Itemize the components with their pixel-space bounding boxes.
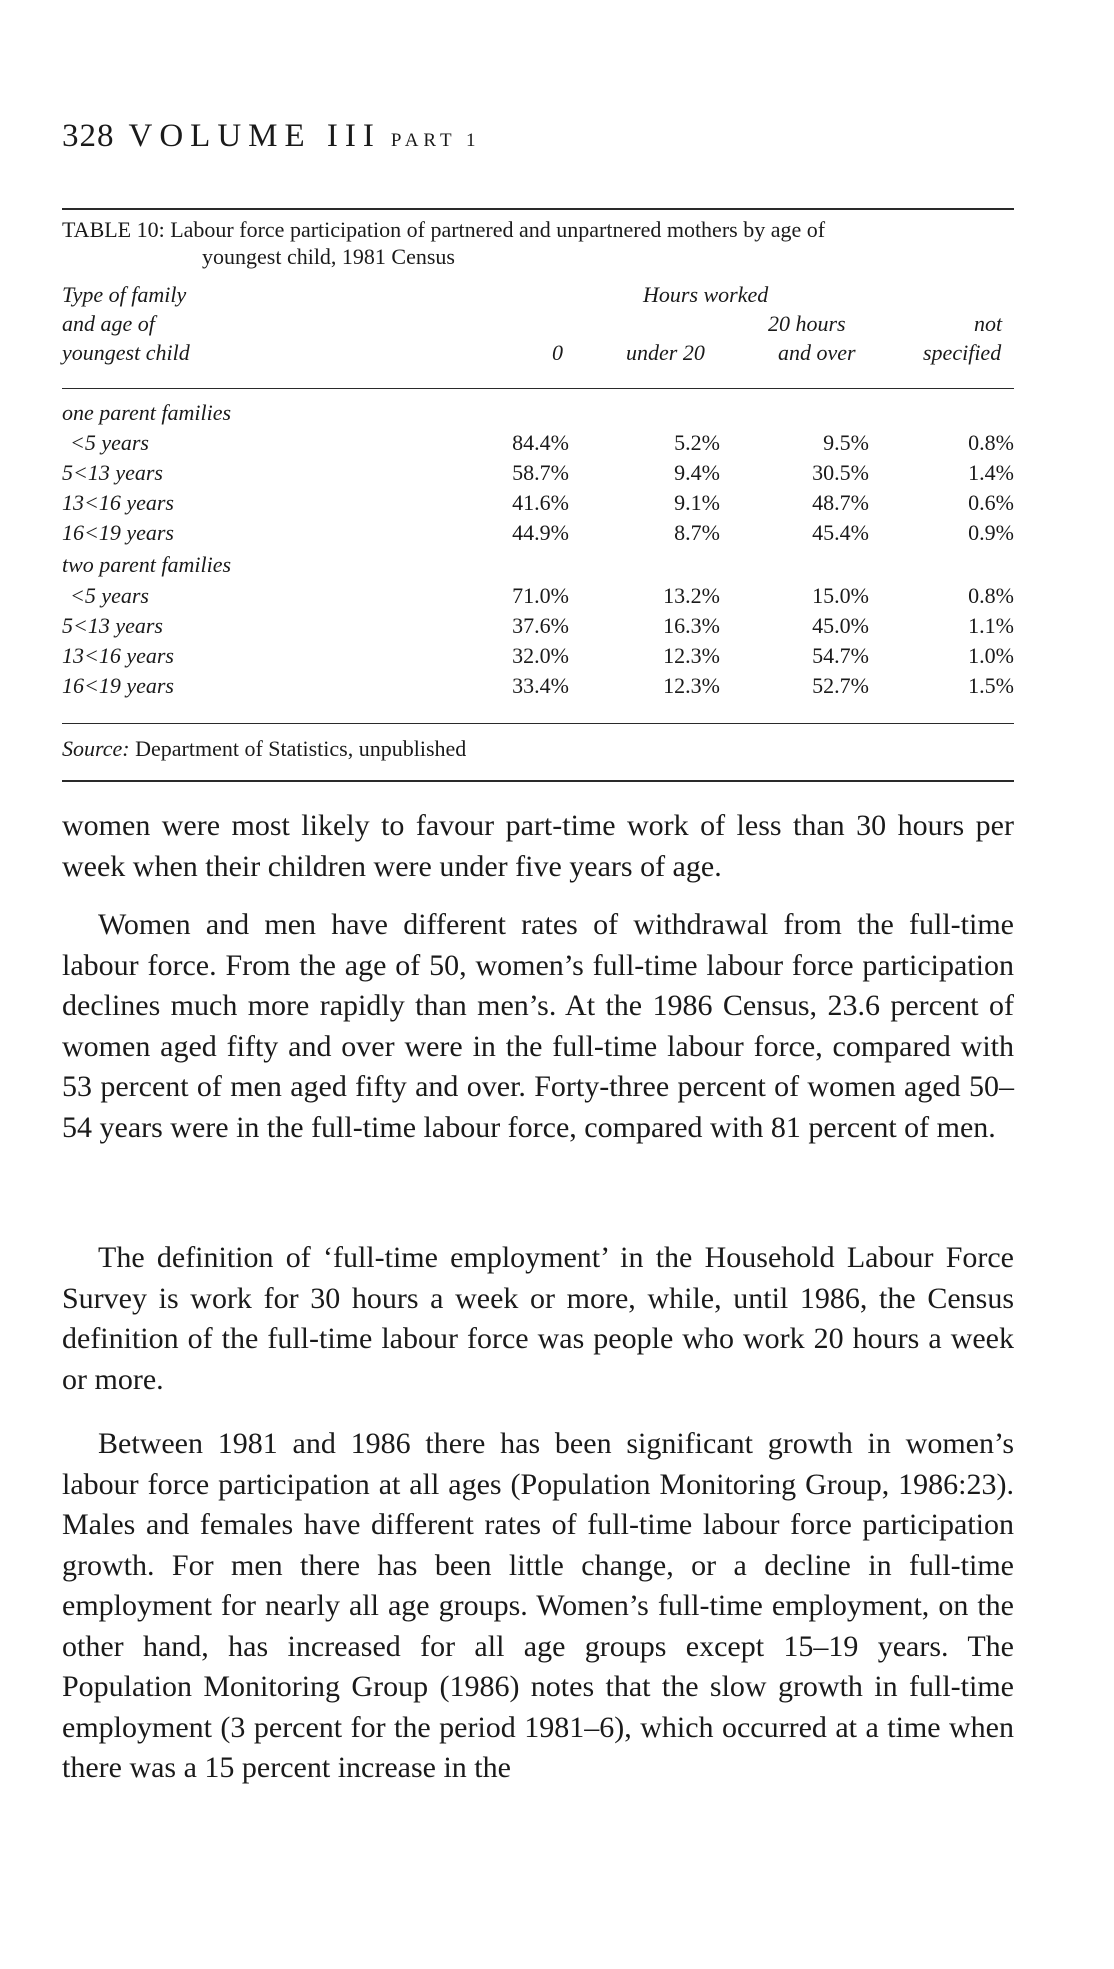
cell-20-and-over: 45.4% <box>812 520 869 545</box>
cell-20-and-over: 45.0% <box>812 613 869 638</box>
paragraph-1: women were most likely to favour part-time work of less than 30 hours per week when their children were under five years of age. <box>62 809 1014 883</box>
stub-header-line: youngest child <box>62 340 190 365</box>
stub-header-line: Type of family <box>62 282 187 307</box>
paragraph-3: The definition of ‘full-time employment’ in the Household Labour Force Survey is work for 30 hours a week or more, while, until 1986, the Census definition of the full-time labour force was people who work 20 hours a week or more. <box>62 1241 1014 1396</box>
cell-0-hours: 44.9% <box>512 520 569 545</box>
stub-header <box>62 280 190 367</box>
row-label: 5<13 years <box>62 613 163 638</box>
running-head <box>62 118 480 155</box>
row-label: 16<19 years <box>62 673 174 698</box>
cell-20-and-over: 15.0% <box>812 583 869 608</box>
page-number: 328 <box>62 118 115 154</box>
col-head-0: 0 <box>552 340 563 365</box>
group-label-two-parent: two parent families <box>62 552 232 577</box>
cell-20-and-over: 54.7% <box>812 643 869 668</box>
col-head-20-hours-line2: and over <box>778 340 856 365</box>
table-header-rule <box>62 388 1014 389</box>
cell-20-and-over: 52.7% <box>812 673 869 698</box>
part-label: PART 1 <box>390 130 481 151</box>
table-caption <box>62 216 1022 270</box>
row-label: <5 years <box>70 583 149 608</box>
cell-not-specified: 1.5% <box>968 673 1014 698</box>
row-label: 5<13 years <box>62 460 163 485</box>
cell-under-20: 12.3% <box>663 673 720 698</box>
hours-worked-spanner: Hours worked <box>643 282 769 307</box>
table-top-rule <box>62 208 1014 210</box>
table-end-rule <box>62 780 1014 782</box>
cell-0-hours: 32.0% <box>512 643 569 668</box>
stub-header-line: and age of <box>62 311 155 336</box>
cell-under-20: 9.4% <box>674 460 720 485</box>
group-label-one-parent: one parent families <box>62 400 232 425</box>
table-source <box>62 736 466 762</box>
cell-under-20: 5.2% <box>674 430 720 455</box>
col-head-not-specified-line1: not <box>974 311 1003 336</box>
cell-not-specified: 0.6% <box>968 490 1014 515</box>
cell-20-and-over: 48.7% <box>812 490 869 515</box>
cell-20-and-over: 30.5% <box>812 460 869 485</box>
cell-not-specified: 1.1% <box>968 613 1014 638</box>
cell-0-hours: 33.4% <box>512 673 569 698</box>
col-head-20-hours-line1: 20 hours <box>768 311 846 336</box>
paragraph-4: Between 1981 and 1986 there has been significant growth in women’s labour force participation at all ages (Population Monitoring Group, 1986:23). Males and females have different rates of full-time labour force participation growth. For men there has been little change, or a decline in full-time employment for nearly all age groups. Women’s full-time employment, on the other hand, has increased for all age groups except 15–19 years. The Population Monitoring Group (1986) notes that the slow growth in full-time employment (3 percent for the period 1981–6), which occurred at a time when there was a 15 percent increase in the <box>62 1427 1014 1784</box>
row-label: 16<19 years <box>62 520 174 545</box>
source-text: Department of Statistics, unpublished <box>135 736 467 761</box>
cell-not-specified: 1.0% <box>968 643 1014 668</box>
cell-not-specified: 1.4% <box>968 460 1014 485</box>
source-label: Source: <box>62 736 130 761</box>
row-label: 13<16 years <box>62 490 174 515</box>
cell-under-20: 13.2% <box>663 583 720 608</box>
cell-0-hours: 71.0% <box>512 583 569 608</box>
cell-under-20: 12.3% <box>663 643 720 668</box>
row-label: 13<16 years <box>62 643 174 668</box>
cell-0-hours: 41.6% <box>512 490 569 515</box>
cell-under-20: 9.1% <box>674 490 720 515</box>
cell-0-hours: 84.4% <box>512 430 569 455</box>
cell-not-specified: 0.8% <box>968 583 1014 608</box>
cell-0-hours: 37.6% <box>512 613 569 638</box>
cell-not-specified: 0.9% <box>968 520 1014 545</box>
paragraph-2: Women and men have different rates of withdrawal from the full-time labour force. From the age of 50, women’s full-time labour force participation declines much more rapidly than men’s. At the 1986 Census, 23.6 percent of women aged fifty and over were in the full-time labour force, compared with 53 percent of men aged fifty and over. Forty-three percent of women aged 50–54 years were in the full-time labour force, compared with 81 percent of men. <box>62 908 1014 1144</box>
col-head-not-specified-line2: specified <box>923 340 1002 365</box>
cell-under-20: 8.7% <box>674 520 720 545</box>
table-bottom-rule <box>62 723 1014 724</box>
cell-under-20: 16.3% <box>663 613 720 638</box>
cell-20-and-over: 9.5% <box>823 430 869 455</box>
volume-label: VOLUME III <box>128 118 381 154</box>
col-head-under-20: under 20 <box>626 340 705 365</box>
row-label: <5 years <box>70 430 149 455</box>
cell-0-hours: 58.7% <box>512 460 569 485</box>
table-caption-line2: youngest child, 1981 Census <box>202 244 455 269</box>
table-caption-line1: TABLE 10: Labour force participation of partnered and unpartnered mothers by age of <box>62 217 826 242</box>
cell-not-specified: 0.8% <box>968 430 1014 455</box>
